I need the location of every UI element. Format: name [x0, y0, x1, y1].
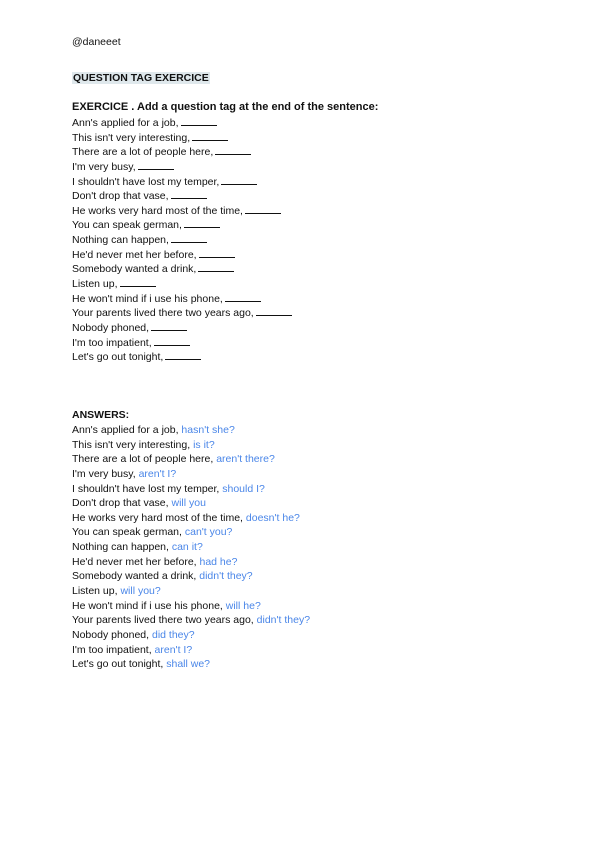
- answer-blank: [256, 306, 292, 316]
- answer-item: [72, 496, 310, 511]
- question-tag: aren't there?: [216, 453, 275, 466]
- exercise-sentence: I'm too impatient,: [72, 336, 152, 349]
- question-tag: doesn't he?: [245, 511, 300, 524]
- exercise-item: [72, 131, 292, 146]
- answer-item: [72, 467, 310, 482]
- question-tag: is it?: [193, 438, 215, 451]
- exercise-sentence: He won't mind if i use his phone,: [72, 292, 223, 305]
- exercise-sentence: I'm very busy,: [72, 160, 136, 173]
- exercise-sentence: Don't drop that vase,: [72, 190, 169, 203]
- answer-blank: [120, 277, 156, 287]
- exercise-item: [72, 218, 292, 233]
- answer-sentence: Somebody wanted a drink,: [72, 570, 197, 583]
- question-tag: will you: [171, 497, 206, 510]
- answer-blank: [225, 292, 261, 302]
- answer-sentence: Let's go out tonight,: [72, 658, 164, 671]
- answer-blank: [165, 350, 201, 360]
- exercise-sentence: He works very hard most of the time,: [72, 204, 243, 217]
- answer-item: [72, 482, 310, 497]
- answer-item: [72, 628, 310, 643]
- exercise-item: [72, 262, 292, 277]
- exercise-item: [72, 189, 292, 204]
- question-tag: had he?: [199, 555, 238, 568]
- exercise-list: [72, 116, 292, 365]
- answer-sentence: This isn't very interesting,: [72, 438, 191, 451]
- exercise-item: [72, 336, 292, 351]
- answer-blank: [221, 175, 257, 185]
- exercise-sentence: Nothing can happen,: [72, 234, 169, 247]
- exercise-item: [72, 233, 292, 248]
- exercise-sentence: Listen up,: [72, 278, 118, 291]
- exercise-sentence: Let's go out tonight,: [72, 351, 164, 364]
- answer-sentence: Nothing can happen,: [72, 541, 169, 554]
- answer-blank: [199, 248, 235, 258]
- answer-sentence: Don't drop that vase,: [72, 497, 169, 510]
- answer-sentence: I'm very busy,: [72, 467, 136, 480]
- exercise-sentence: You can speak german,: [72, 219, 182, 232]
- answer-item: [72, 423, 310, 438]
- answer-sentence: Nobody phoned,: [72, 628, 150, 641]
- exercise-sentence: There are a lot of people here,: [72, 146, 214, 159]
- exercise-item: [72, 160, 292, 175]
- exercise-item: [72, 292, 292, 307]
- exercise-item: [72, 204, 292, 219]
- answer-sentence: He won't mind if i use his phone,: [72, 599, 223, 612]
- answer-blank: [181, 116, 217, 126]
- answer-item: [72, 511, 310, 526]
- answer-blank: [215, 145, 251, 155]
- answer-blank: [171, 189, 207, 199]
- exercise-sentence: Somebody wanted a drink,: [72, 263, 197, 276]
- question-tag: can't you?: [184, 526, 233, 539]
- question-tag: can it?: [171, 541, 203, 554]
- document-title: QUESTION TAG EXERCICE: [73, 72, 209, 84]
- answer-item: [72, 540, 310, 555]
- answer-item: [72, 569, 310, 584]
- answer-item: [72, 525, 310, 540]
- exercise-item: [72, 350, 292, 365]
- question-tag: did they?: [152, 628, 195, 641]
- exercise-sentence: Ann's applied for a job,: [72, 117, 179, 129]
- exercise-item: [72, 145, 292, 160]
- answer-sentence: Ann's applied for a job,: [72, 424, 179, 436]
- answers-list: [72, 423, 310, 672]
- exercise-sentence: This isn't very interesting,: [72, 131, 191, 144]
- exercise-item: [72, 116, 292, 131]
- answer-blank: [138, 160, 174, 170]
- exercise-item: [72, 277, 292, 292]
- exercise-heading: EXERCICE . Add a question tag at the end of the sentence:: [72, 101, 379, 113]
- question-tag: should I?: [222, 482, 265, 495]
- question-tag: aren't I?: [154, 643, 193, 656]
- answer-blank: [184, 218, 220, 228]
- exercise-item: [72, 306, 292, 321]
- answer-item: [72, 657, 310, 672]
- answer-blank: [245, 204, 281, 214]
- answer-item: [72, 643, 310, 658]
- answer-sentence: He works very hard most of the time,: [72, 511, 243, 524]
- exercise-sentence: Your parents lived there two years ago,: [72, 307, 254, 320]
- exercise-item: [72, 248, 292, 263]
- question-tag: shall we?: [166, 658, 211, 671]
- exercise-item: [72, 321, 292, 336]
- exercise-sentence: I shouldn't have lost my temper,: [72, 175, 220, 188]
- answer-sentence: He'd never met her before,: [72, 555, 197, 568]
- question-tag: hasn't she?: [181, 424, 235, 436]
- question-tag: didn't they?: [256, 614, 311, 627]
- answer-item: [72, 555, 310, 570]
- question-tag: aren't I?: [138, 467, 177, 480]
- answer-sentence: There are a lot of people here,: [72, 453, 214, 466]
- answer-blank: [154, 336, 190, 346]
- exercise-item: [72, 175, 292, 190]
- answers-heading: ANSWERS:: [72, 409, 130, 421]
- answer-blank: [192, 131, 228, 141]
- answer-item: [72, 613, 310, 628]
- answer-blank: [171, 233, 207, 243]
- answer-sentence: I shouldn't have lost my temper,: [72, 482, 220, 495]
- answer-sentence: I'm too impatient,: [72, 643, 152, 656]
- answer-item: [72, 584, 310, 599]
- question-tag: will you?: [120, 585, 161, 598]
- author-handle: @daneeet: [72, 36, 121, 48]
- exercise-sentence: He'd never met her before,: [72, 248, 197, 261]
- answer-item: [72, 452, 310, 467]
- answer-item: [72, 438, 310, 453]
- question-tag: didn't they?: [199, 570, 253, 583]
- answer-sentence: Your parents lived there two years ago,: [72, 614, 254, 627]
- exercise-sentence: Nobody phoned,: [72, 321, 150, 334]
- answer-blank: [151, 321, 187, 331]
- answer-sentence: You can speak german,: [72, 526, 182, 539]
- question-tag: will he?: [225, 599, 261, 612]
- answer-item: [72, 599, 310, 614]
- answer-sentence: Listen up,: [72, 585, 118, 598]
- answer-blank: [198, 262, 234, 272]
